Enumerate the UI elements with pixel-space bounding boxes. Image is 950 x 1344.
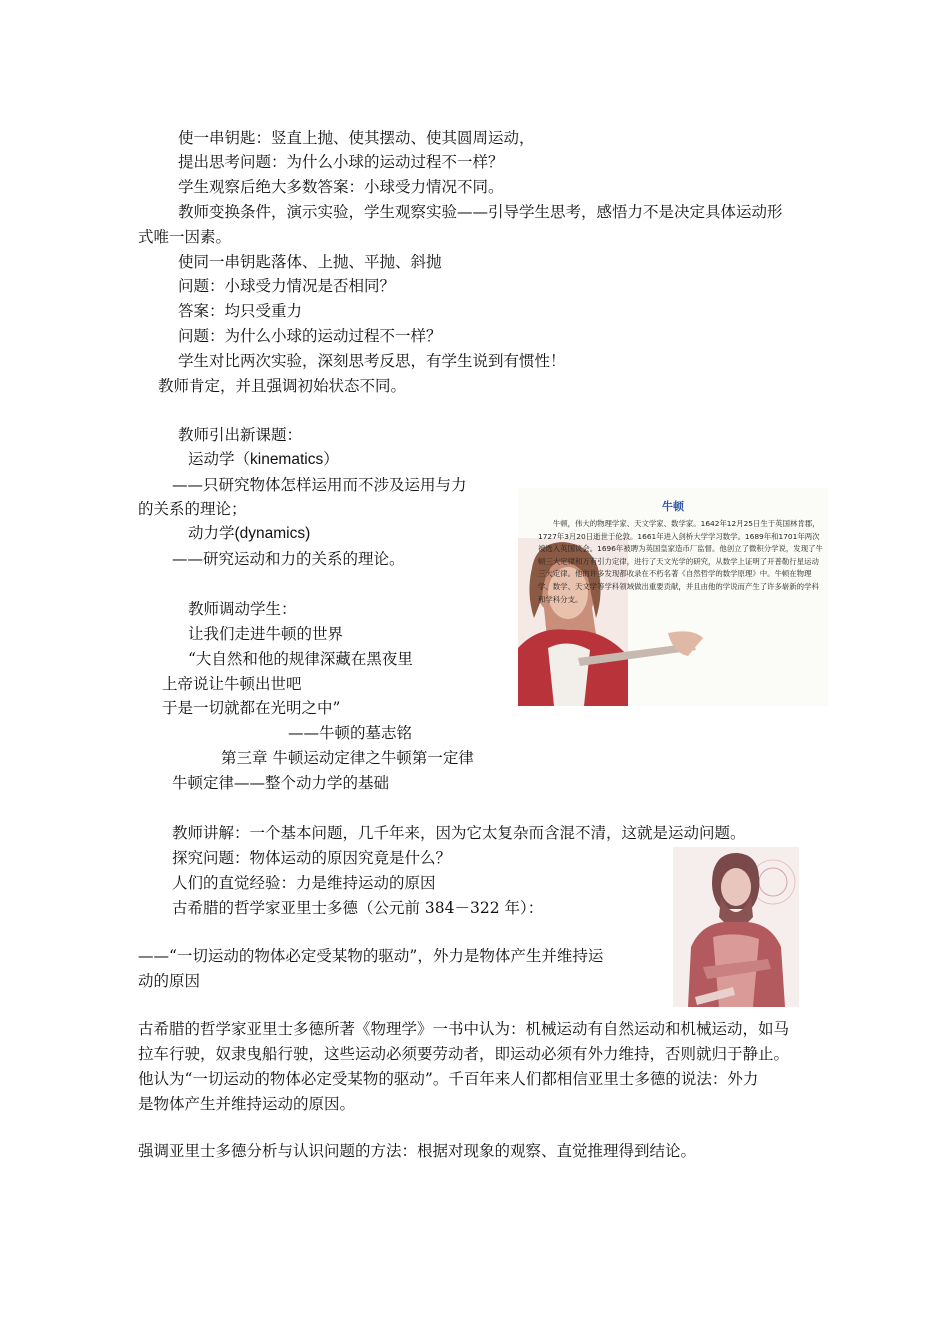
text-line: “大自然和他的规律深藏在黑夜里 [188,650,413,668]
text-line: 上帝说让牛顿出世吧 [162,675,302,693]
text-line: 牛顿定律——整个动力学的基础 [172,774,390,792]
text-line: 教师引出新课题： [178,426,303,444]
text-line: 使同一串钥匙落体、上抛、平抛、斜抛 [178,253,442,271]
text-line: 动的原因 [138,972,201,990]
text-line: 古希腊的哲学家亚里士多德（公元前 384－322 年）： [172,899,544,917]
text-line: ——只研究物体怎样运用而不涉及运用与力 [172,476,467,494]
text-line: ——“一切运动的物体必定受某物的驱动”，外力是物体产生并维持运 [138,947,604,965]
aristotle-image [673,847,799,1007]
text-line: 他认为“一切运动的物体必定受某物的驱动”。千百年来人们都相信亚里士多德的说法：外力 [138,1070,759,1088]
newton-image-title: 牛顿 [662,500,684,513]
text-line: 学生观察后绝大多数答案：小球受力情况不同。 [178,178,504,196]
text-line: 拉车行驶，奴隶曳船行驶，这些运动必须要劳动者，即运动必须有外力维持，否则就归于静止。 [138,1045,790,1063]
text-line: 学生对比两次实验，深刻思考反思，有学生说到有惯性！ [178,352,566,370]
text-line: 教师变换条件，演示实验，学生观察实验——引导学生思考，感悟力不是决定具体运动形 [178,203,783,221]
text-line: ——研究运动和力的关系的理论。 [172,550,405,568]
text-line: 探究问题：物体运动的原因究竟是什么？ [172,849,452,867]
epitaph-attribution: ——牛顿的墓志铭 [288,724,413,742]
aristotle-portrait-icon [673,847,799,1007]
kinematics-heading: 运动学（kinematics） [188,451,339,468]
newton-image [518,488,828,706]
text-line: 教师讲解：一个基本问题，几千年来，因为它太复杂而含混不清，这就是运动问题。 [172,824,746,842]
text-line: 是物体产生并维持运动的原因。 [138,1095,356,1113]
text-line: 教师调动学生： [188,600,297,618]
chapter-title: 第三章 牛顿运动定律之牛顿第一定律 [221,749,474,767]
dynamics-heading: 动力学(dynamics) [188,525,311,542]
text-line: 的关系的理论； [138,500,247,518]
newton-biography: 牛顿，伟大的物理学家、天文学家、数学家。1642年12月25日生于英国林肯郡，1727年3月20日逝世于伦敦。1661年进入剑桥大学学习数学。1689年和1701年两次被选入英国议会。1696年被聘为英国皇家造币厂监督。他创立了微积分学说，发现了牛顿三大定律和万有引力定律，进行了天文光学的研究，从数学上证明了开普勒行星运动三大定律。他的许多发现都收录在不朽名著《自然哲学的数学原理》中。牛顿在物理学、数学、天文学等学科领域做出重要贡献，并且由他的学说而产生了许多崭新的学科和学科分支。 [538,519,823,604]
text-line: 问题：小球受力情况是否相同？ [178,277,396,295]
text-line: 式唯一因素。 [138,228,232,246]
text-line: 问题：为什么小球的运动过程不一样？ [178,327,442,345]
text-line: 答案：均只受重力 [178,302,303,320]
text-line: 人们的直觉经验：力是维持运动的原因 [172,874,436,892]
text-line: 教师肯定，并且强调初始状态不同。 [158,377,407,395]
text-line: 强调亚里士多德分析与认识问题的方法：根据对现象的观察、直觉推理得到结论。 [138,1142,697,1160]
text-line: 于是一切就都在光明之中” [162,699,341,717]
text-line: 提出思考问题：为什么小球的运动过程不一样？ [178,153,504,171]
text-line: 使一串钥匙：竖直上抛、使其摆动、使其圆周运动， [178,129,535,147]
text-line: 让我们走进牛顿的世界 [188,625,344,643]
text-line: 古希腊的哲学家亚里士多德所著《物理学》一书中认为：机械运动有自然运动和机械运动，如马 [138,1020,790,1038]
